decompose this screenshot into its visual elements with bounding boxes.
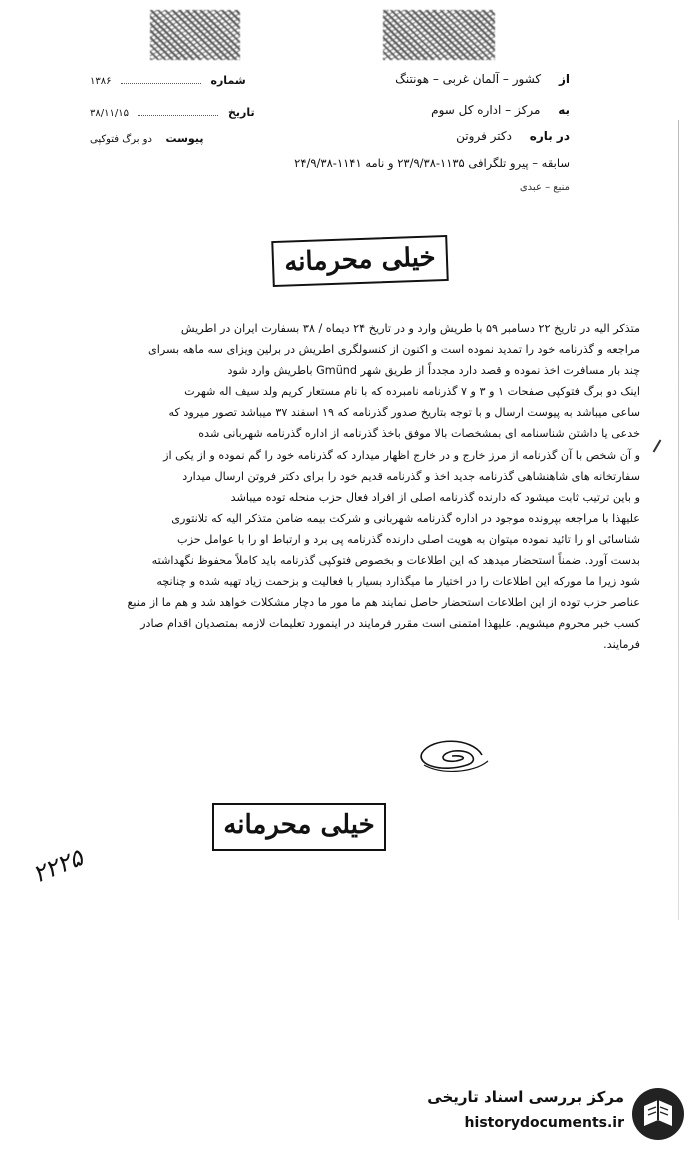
body-line: عناصر حزب توده از این اطلاعات استحضار حاصل نمایند هم ما مور ما دچار مشکلات خواهد شد و هم ما از منبع [127, 596, 640, 610]
subject-label: در باره [529, 129, 570, 143]
redacted-mark-right [383, 10, 495, 60]
date-row [90, 106, 255, 119]
signature-scribble [412, 735, 492, 775]
archive-logo [400, 1082, 692, 1142]
number-value: ۱۳۸۶ [90, 76, 112, 87]
logo-url: historydocuments.ir [464, 1115, 624, 1131]
letter-body [56, 318, 640, 656]
body-line: ساعی میباشد به پیوست ارسال و با توجه بتاریخ صدور گذرنامه که ۱۹ اسفند ۳۷ میباشد تصور میرود که [168, 406, 640, 420]
body-line: سفارتخانه های شاهنشاهی گذرنامه جدید اخذ و گذرنامه قدیم خود را برای دکتر فروتن ارسال میدارد [182, 469, 640, 483]
subject-row [456, 129, 570, 143]
confidential-stamp-bottom: خیلی محرمانه [212, 803, 386, 851]
from-value: کشور – آلمان غربی – هونتنگ [395, 72, 542, 86]
subject-value: دکتر فروتن [456, 129, 512, 143]
handwritten-number: ۲۲۲۵ [28, 843, 87, 889]
body-line: و باین ترتیب ثابت میشود که دارنده گذرنامه اصلی از افراد فعال حزب منحله توده میباشد [230, 490, 640, 504]
logo-name: مرکز بررسی اسناد تاریخی [427, 1088, 624, 1106]
body-line: شود زیرا ما مورکه این اطلاعات را در اختیار ما میگذارد بسیار با فعالیت و بزحمت زیاد تهیه شده و چنانچه [156, 575, 640, 589]
number-dots [121, 83, 201, 84]
redacted-mark-left [150, 10, 240, 60]
to-row [431, 103, 570, 117]
margin-mark [653, 439, 662, 452]
attachment-label: پیوست [165, 132, 204, 145]
number-label: شماره [210, 74, 246, 87]
from-label: از [558, 72, 570, 86]
body-line: چند بار مسافرت اخذ نموده و قصد دارد مجدداً از طریق شهر Gmünd باطریش وارد شود [227, 364, 640, 378]
attachment-value: دو برگ فتوکپی [90, 134, 152, 145]
body-line: علیهذا با مراجعه بپرونده موجود در اداره گذرنامه شهربانی و شرکت بیمه ضامن متذکر الیه که تلانتوری [171, 511, 640, 525]
scan-edge [678, 120, 679, 920]
date-value: ۳۸/۱۱/۱۵ [90, 108, 129, 119]
body-line: خدعی یا داشتن شناسنامه ای بمشخصات بالا موفق باخذ گذرنامه از اداره گذرنامه شهربانی شده [198, 427, 640, 441]
date-label: تاریخ [227, 106, 255, 119]
confidential-stamp-top: خیلی محرمانه [271, 235, 448, 287]
from-row [395, 72, 570, 86]
source-line: منبع – عبدی [519, 182, 570, 193]
body-line: بدست آورد. ضمناً استحضار میدهد که این اطلاعات و بخصوص فتوکپی گذرنامه باید کاملاً محفوظ نگهداشته [151, 554, 640, 568]
body-line: شناسائی او را تائید نموده میتوان به هویت اصلی دارنده گذرنامه پی برد و ارتباط او را با عوامل حزب [177, 532, 640, 546]
book-icon [630, 1086, 686, 1142]
attachment-row [90, 132, 203, 145]
body-line: و آن شخص با آن گذرنامه از مرز خارج و در خارج اظهار میدارد که گذرنامه خود را گم نموده و از یکی از [163, 448, 640, 462]
to-value: مرکز – اداره کل سوم [431, 103, 541, 117]
to-label: به [558, 103, 570, 117]
body-line: مراجعه و گذرنامه خود را تمدید نموده است و اکنون از کنسولگری اطریش در برلین ویزای سه ماهه بسرای [148, 343, 640, 357]
date-dots [138, 115, 218, 116]
body-line: کسب خبر محروم میشویم. علیهذا امتمنی است مقرر فرمایند در اینمورد تعلیمات لازمه بمتصدیان اقدام صادر [140, 617, 640, 631]
number-row [90, 74, 246, 87]
body-line: متذکر الیه در تاریخ ۲۲ دسامبر ۵۹ با طریش وارد و در تاریخ ۲۴ دیماه / ۳۸ بسفارت ایران در اطریش [180, 322, 640, 335]
reference-line: سابقه – پیرو تلگرافی ۱۱۳۵-۲۳/۹/۳۸ و نامه ۱۱۴۱-۲۴/۹/۳۸ [294, 156, 570, 170]
body-line: فرمایند. [603, 638, 640, 652]
body-line: اینک دو برگ فتوکپی صفحات ۱ و ۳ و ۷ گذرنامه نامبرده که با نام مستعار کریم ولد سیف اله شهرت [184, 385, 640, 399]
